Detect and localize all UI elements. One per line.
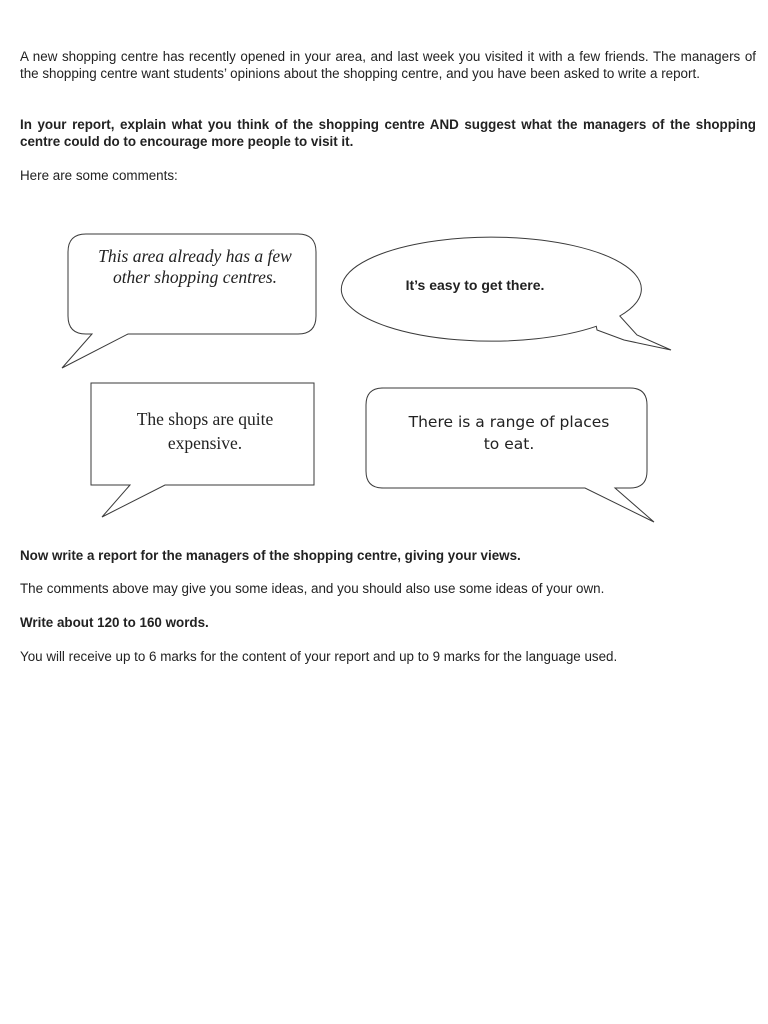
report-instruction: In your report, explain what you think of the shopping centre AND suggest what the managers of the shopping centre could do to encourage more people to visit it. xyxy=(20,117,756,149)
comment-2-text: It’s easy to get there. xyxy=(405,277,545,293)
intro-paragraph: A new shopping centre has recently opened in your area, and last week you visited it with a few friends. The managers of the shopping centre want students’ opinions about the shopping centre, and you have been asked to write a report. xyxy=(20,49,756,81)
comment-4-text: There is a range of places to eat. xyxy=(408,413,610,453)
comment-3-text: The shops are quite expensive. xyxy=(136,409,274,453)
marks-note: You will receive up to 6 marks for the content of your report and up to 9 marks for the language used. xyxy=(20,649,618,664)
word-count-instruction: Write about 120 to 160 words. xyxy=(20,615,209,630)
task-instruction: Now write a report for the managers of the shopping centre, giving your views. xyxy=(20,548,521,563)
comments-lead: Here are some comments: xyxy=(20,168,178,183)
speech-bubble-4 xyxy=(366,388,654,522)
comment-1-text: This area already has a few other shopping centres. xyxy=(98,246,292,287)
ideas-note: The comments above may give you some ideas, and you should also use some ideas of your own. xyxy=(20,581,605,596)
